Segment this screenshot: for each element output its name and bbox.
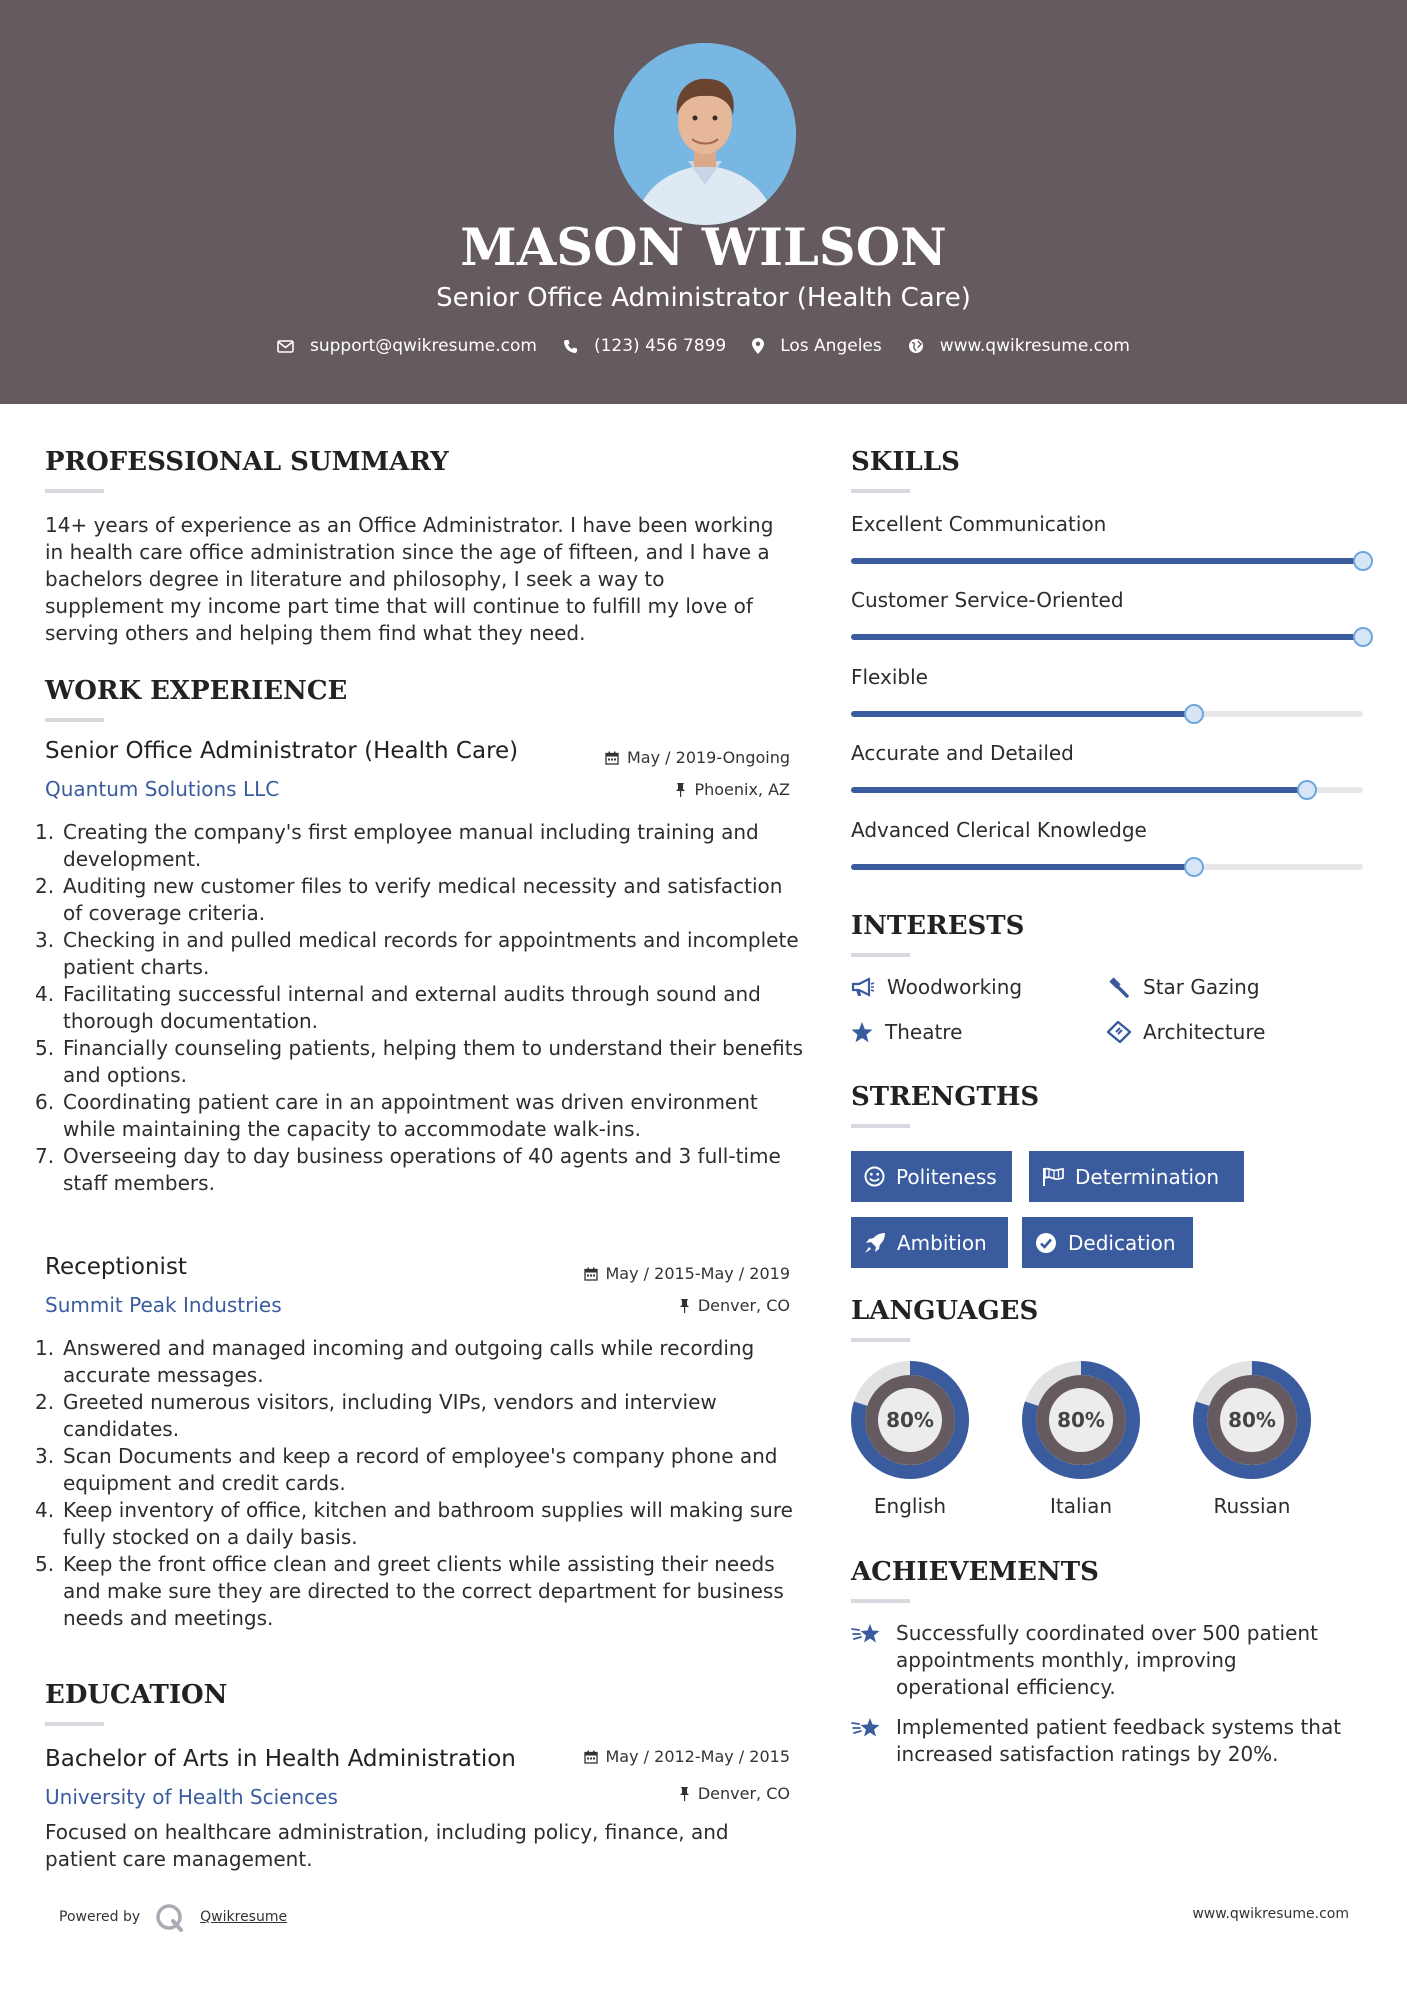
interest-label: Star Gazing xyxy=(1143,975,1260,999)
achievement-text: Successfully coordinated over 500 patient appointments monthly, improving operational efficiency. xyxy=(896,1621,1318,1699)
pushpin-icon xyxy=(679,1299,690,1313)
candidate-title: Senior Office Administrator (Health Care) xyxy=(436,283,971,313)
education-rule xyxy=(45,1722,104,1726)
language-ring xyxy=(1200,1368,1304,1472)
summary-line: supplement my income part time that will continue to fulfill my love of xyxy=(45,594,753,618)
job-company[interactable]: Summit Peak Industries xyxy=(45,1293,282,1317)
skill-bar-fill xyxy=(851,634,1363,640)
languages-rule xyxy=(851,1338,910,1342)
degree-title: Bachelor of Arts in Health Administration xyxy=(45,1746,516,1772)
profile-photo xyxy=(614,43,796,225)
shooting-star-icon xyxy=(851,1621,883,1647)
strength-label: Dedication xyxy=(1068,1230,1176,1255)
contact-location-text: Los Angeles xyxy=(780,336,882,356)
contact-phone[interactable] xyxy=(563,336,726,356)
skill-slider-knob[interactable] xyxy=(1184,704,1204,724)
achievement-text: Implemented patient feedback systems that increased satisfaction ratings by 20%. xyxy=(896,1715,1342,1766)
skill-label: Flexible xyxy=(851,665,928,689)
list-item: Coordinating patient care in an appointment was driven environment while maintaining the capacity to accommodate walk-ins. xyxy=(63,1090,758,1141)
map-pin-icon xyxy=(752,338,764,354)
strength-label: Ambition xyxy=(897,1230,987,1255)
skill-bar xyxy=(851,787,1363,793)
interest-item xyxy=(1107,1020,1265,1044)
powered-by-text: Powered by xyxy=(59,1909,141,1925)
calendar-icon xyxy=(584,1267,598,1281)
job-location-text: Denver, CO xyxy=(697,1296,790,1315)
skill-bar xyxy=(851,634,1363,640)
contact-website-text: www.qwikresume.com xyxy=(939,336,1130,356)
interests-heading: INTERESTS xyxy=(851,911,1025,941)
job-location xyxy=(580,1296,790,1315)
calendar-icon xyxy=(584,1750,598,1764)
summary-rule xyxy=(45,489,104,493)
pushpin-icon xyxy=(679,1787,690,1801)
job-title: Receptionist xyxy=(45,1254,187,1280)
job-date xyxy=(580,748,790,767)
achievement-item xyxy=(851,1714,1351,1768)
interest-label: Woodworking xyxy=(887,975,1023,999)
interests-rule xyxy=(851,953,910,957)
skill-label: Accurate and Detailed xyxy=(851,741,1074,765)
language-percent-label: 80% xyxy=(886,1408,934,1432)
work-experience-rule xyxy=(45,718,104,722)
language-percent-label: 80% xyxy=(1057,1408,1105,1432)
contact-website[interactable] xyxy=(908,336,1130,356)
qwikresume-logo-icon xyxy=(154,1902,186,1932)
skill-bar-fill xyxy=(851,711,1194,717)
skill-label: Advanced Clerical Knowledge xyxy=(851,818,1147,842)
phone-icon xyxy=(563,339,578,354)
envelope-icon xyxy=(277,340,294,353)
strengths-rule xyxy=(851,1124,910,1128)
list-item: Creating the company's first employee manual including training and development. xyxy=(63,820,759,871)
globe-icon xyxy=(908,338,924,354)
language-percent-label: 80% xyxy=(1228,1408,1276,1432)
job-date-text: May / 2019-Ongoing xyxy=(627,748,790,767)
achievements-rule xyxy=(851,1599,910,1603)
candidate-name: MASON WILSON xyxy=(460,218,947,278)
shooting-star-icon xyxy=(851,1715,883,1741)
star-icon xyxy=(851,1022,873,1043)
education-date-text: May / 2012-May / 2015 xyxy=(605,1747,790,1766)
summary-line: bachelors degree in literature and philosophy, I seek a way to xyxy=(45,567,665,591)
person-avatar-icon xyxy=(614,43,796,225)
contact-bar xyxy=(0,336,1407,356)
qwikresume-link[interactable]: Qwikresume xyxy=(200,1909,288,1925)
rocket-icon xyxy=(864,1232,886,1254)
resume-header xyxy=(0,0,1407,404)
education-description: Focused on healthcare administration, including policy, finance, and patient care management. xyxy=(45,1820,729,1871)
education-location-text: Denver, CO xyxy=(697,1784,790,1803)
skill-bar xyxy=(851,711,1363,717)
strength-badge xyxy=(1022,1217,1193,1268)
contact-phone-text: (123) 456 7899 xyxy=(593,336,727,356)
list-item: Answered and managed incoming and outgoing calls while recording accurate messages. xyxy=(63,1336,755,1387)
summary-line: serving others and helping them find what they need. xyxy=(45,621,586,645)
megaphone-icon xyxy=(851,977,875,997)
contact-email-text: support@qwikresume.com xyxy=(310,336,537,356)
list-item: Scan Documents and keep a record of employee's company phone and equipment and credit cards. xyxy=(63,1444,778,1495)
strengths-heading: STRENGTHS xyxy=(851,1082,1040,1112)
languages-heading: LANGUAGES xyxy=(851,1296,1039,1326)
skill-bar-fill xyxy=(851,864,1194,870)
skill-label: Customer Service-Oriented xyxy=(851,588,1124,612)
contact-email[interactable] xyxy=(277,336,537,356)
smile-icon xyxy=(864,1166,885,1187)
strength-badge xyxy=(851,1151,1012,1202)
skill-label: Excellent Communication xyxy=(851,512,1107,536)
job-date-text: May / 2015-May / 2019 xyxy=(605,1264,790,1283)
list-item: Keep the front office clean and greet clients while assisting their needs and make sure they are directed to the correct department for business needs and meetings. xyxy=(63,1552,784,1630)
language-ring xyxy=(858,1368,962,1472)
strength-label: Determination xyxy=(1075,1164,1220,1189)
job-responsibilities xyxy=(45,1335,805,1632)
language-label: Italian xyxy=(1049,1494,1113,1518)
job-location xyxy=(580,780,790,799)
work-experience-heading: WORK EXPERIENCE xyxy=(45,676,348,706)
interest-item xyxy=(851,975,1022,999)
school-name[interactable]: University of Health Sciences xyxy=(45,1785,338,1809)
skill-bar xyxy=(851,864,1363,870)
list-item: Keep inventory of office, kitchen and bathroom supplies will making sure fully stocked on a daily basis. xyxy=(63,1498,793,1549)
list-item: Financially counseling patients, helping them to understand their benefits and options. xyxy=(63,1036,804,1087)
calendar-icon xyxy=(605,751,619,765)
interest-label: Architecture xyxy=(1143,1020,1266,1044)
skill-slider-knob[interactable] xyxy=(1297,780,1317,800)
flag-icon xyxy=(1042,1167,1064,1187)
skill-slider-knob[interactable] xyxy=(1353,627,1373,647)
languages-chart xyxy=(845,1355,1315,1485)
education-heading: EDUCATION xyxy=(45,1680,228,1710)
skill-slider-knob[interactable] xyxy=(1353,551,1373,571)
education-date xyxy=(580,1747,790,1766)
job-date xyxy=(580,1264,790,1283)
job-title: Senior Office Administrator (Health Care) xyxy=(45,738,519,764)
footer-branding xyxy=(59,1902,287,1932)
skill-slider-knob[interactable] xyxy=(1184,857,1204,877)
education-location xyxy=(580,1784,790,1803)
ticket-icon xyxy=(1107,1021,1131,1043)
list-item: Greeted numerous visitors, including VIPs, vendors and interview candidates. xyxy=(63,1390,717,1441)
skill-bar xyxy=(851,558,1363,564)
job-location-text: Phoenix, AZ xyxy=(694,780,790,799)
summary-line: 14+ years of experience as an Office Administrator. I have been working xyxy=(45,513,774,537)
language-label: Russian xyxy=(1213,1494,1291,1518)
interest-item xyxy=(851,1020,962,1044)
skill-bar-fill xyxy=(851,558,1363,564)
list-item: Facilitating successful internal and external audits through sound and thorough documentation. xyxy=(63,982,761,1033)
list-item: Overseeing day to day business operations of 40 agents and 3 full-time staff members. xyxy=(63,1144,781,1195)
skills-heading: SKILLS xyxy=(851,447,960,477)
gavel-icon xyxy=(1107,976,1131,998)
summary-line: in health care office administration since the age of fifteen, and I have a xyxy=(45,540,770,564)
achievements-heading: ACHIEVEMENTS xyxy=(851,1557,1099,1587)
interest-item xyxy=(1107,975,1260,999)
check-circle-icon xyxy=(1035,1232,1057,1254)
achievement-item xyxy=(851,1620,1351,1701)
list-item: Auditing new customer files to verify medical necessity and satisfaction of coverage criteria. xyxy=(63,874,783,925)
contact-location xyxy=(752,336,882,356)
summary-heading: PROFESSIONAL SUMMARY xyxy=(45,447,449,477)
job-responsibilities xyxy=(45,819,805,1197)
job-company[interactable]: Quantum Solutions LLC xyxy=(45,777,280,801)
strength-badge xyxy=(1029,1151,1244,1202)
language-ring xyxy=(1029,1368,1133,1472)
strength-label: Politeness xyxy=(896,1164,997,1189)
summary-text xyxy=(45,512,805,647)
interest-label: Theatre xyxy=(885,1020,963,1044)
strength-badge xyxy=(851,1217,1008,1268)
skill-bar-fill xyxy=(851,787,1307,793)
footer-url[interactable]: www.qwikresume.com xyxy=(1192,1906,1349,1922)
skills-rule xyxy=(851,489,910,493)
pushpin-icon xyxy=(675,783,686,797)
list-item: Checking in and pulled medical records for appointments and incomplete patient charts. xyxy=(63,928,799,979)
language-label: English xyxy=(873,1494,947,1518)
